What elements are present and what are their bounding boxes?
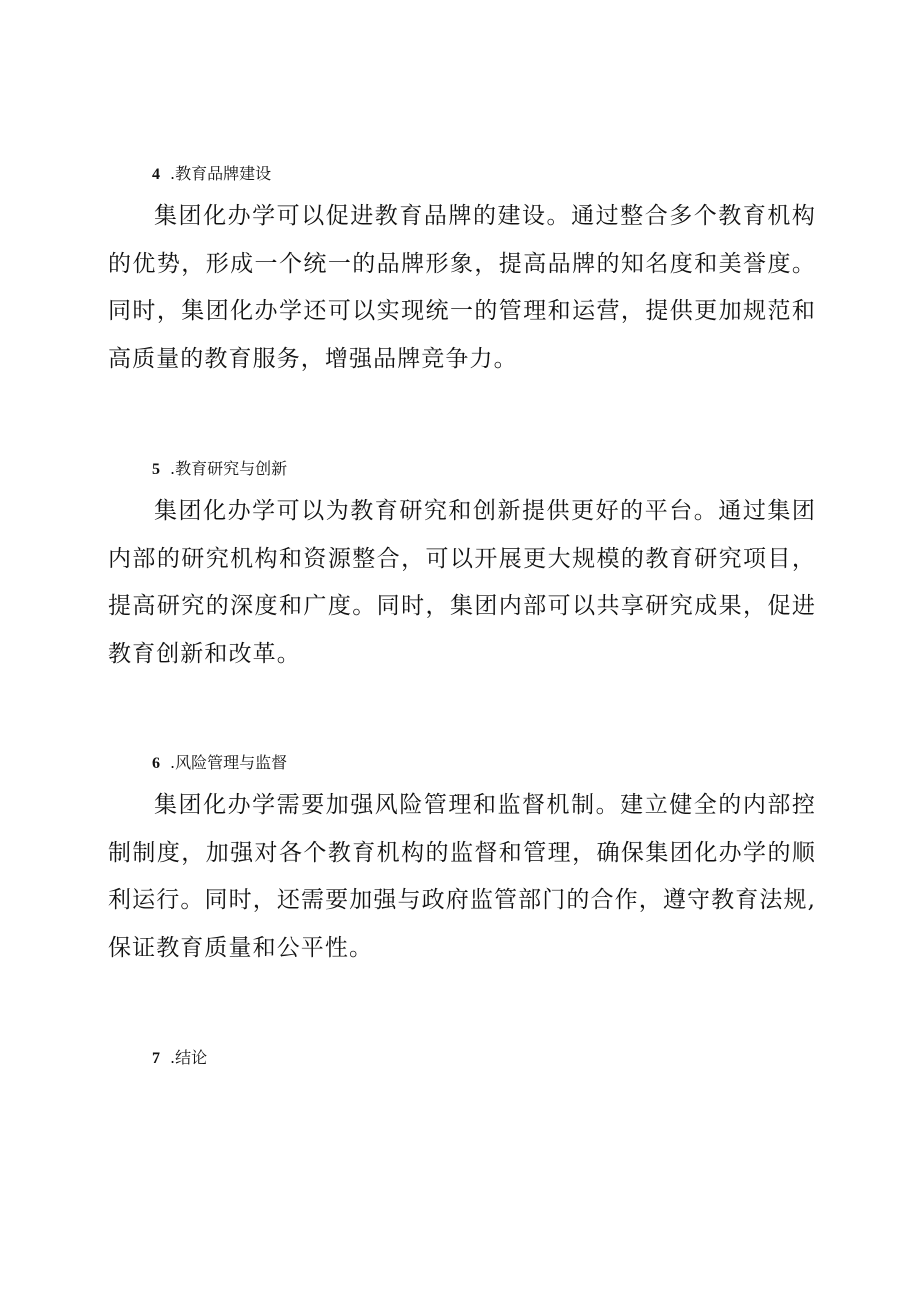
section-number: 7 — [152, 1050, 160, 1067]
section-heading-5 — [152, 459, 287, 480]
section-paragraph-6: 集团化办学需要加强风险管理和监督机制。建立健全的内部控制制度，加强对各个教育机构的监督和管理，确保集团化办学的顺利运行。同时，还需要加强与政府监管部门的合作，遵守教育法规,保证教育质量和公平性。 — [108, 792, 816, 961]
section-paragraph-4: 集团化办学可以促进教育品牌的建设。通过整合多个教育机构的优势，形成一个统一的品牌形象，提高品牌的知名度和美誉度。同时，集团化办学还可以实现统一的管理和运营，提供更加规范和高质量的教育服务，增强品牌竞争力。 — [108, 203, 816, 372]
section-title: .教育品牌建设 — [170, 164, 272, 183]
section-heading-4 — [152, 164, 271, 185]
section-heading-7 — [152, 1048, 207, 1069]
section-number: 6 — [152, 755, 160, 772]
section-title: .教育研究与创新 — [170, 459, 288, 478]
section-number: 5 — [152, 461, 160, 478]
section-title: .结论 — [170, 1048, 208, 1067]
section-title: .风险管理与监督 — [170, 753, 288, 772]
section-number: 4 — [152, 166, 160, 183]
section-paragraph-5: 集团化办学可以为教育研究和创新提供更好的平台。通过集团内部的研究机构和资源整合，可以开展更大规模的教育研究项目，提高研究的深度和广度。同时，集团内部可以共享研究成果，促进教育创新和改革。 — [108, 498, 816, 667]
section-heading-6 — [152, 753, 287, 774]
